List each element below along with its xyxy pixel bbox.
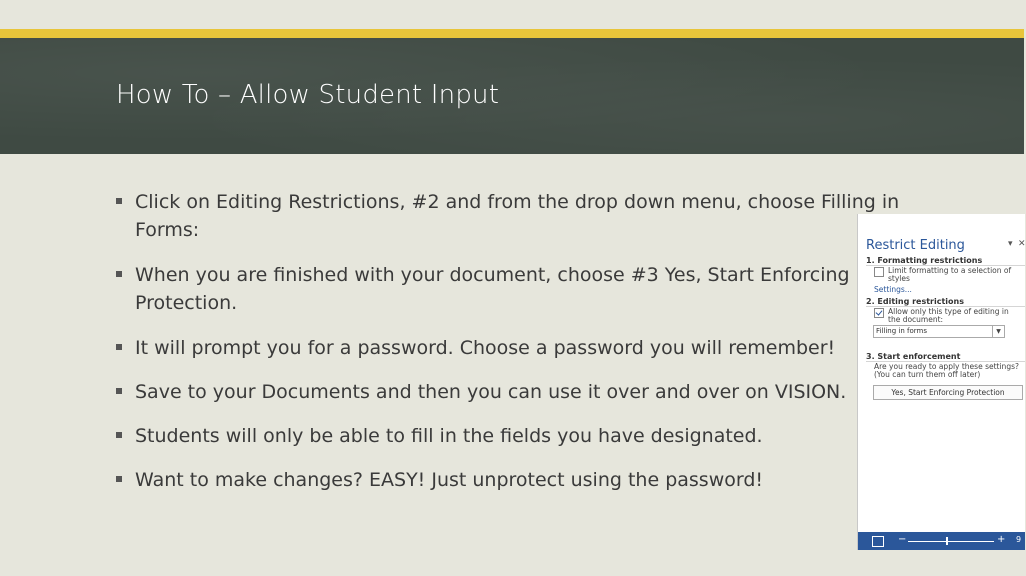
bullet-marker-icon [116,476,122,482]
zoom-out-icon[interactable]: − [898,534,907,545]
pane-title: Restrict Editing [866,238,965,253]
bullet-item [114,188,915,244]
bullet-list [114,188,914,494]
section-editing-restrictions: 2. Editing restrictions [866,297,965,306]
page-view-icon[interactable] [872,536,884,547]
chevron-down-icon[interactable]: ▼ [992,326,1004,337]
bullet-text: It will prompt you for a password. Choose a password you will remember! [135,337,836,359]
limit-formatting-checkbox[interactable] [874,267,884,277]
editing-type-value: Filling in forms [876,327,927,335]
zoom-slider[interactable] [908,541,994,542]
status-bar [858,532,1025,550]
bullet-marker-icon [116,344,122,350]
zoom-slider-thumb[interactable] [946,537,948,545]
allow-only-label: Allow only this type of editing in the document: [888,307,1009,324]
enforcement-prompt: Are you ready to apply these settings? (You can turn them off later) [874,362,1019,379]
section-formatting-restrictions: 1. Formatting restrictions [866,256,983,265]
pane-options-icon[interactable]: ▾ [1008,239,1013,249]
bullet-text: Students will only be able to fill in the fields you have designated. [135,425,763,447]
bullet-marker-icon [116,388,122,394]
restrict-editing-pane [857,214,1025,550]
bullet-marker-icon [116,198,122,204]
bullet-item [114,422,914,450]
bullet-item [114,378,914,406]
slide-title: How To – Allow Student Input [116,80,500,110]
accent-stripe [0,29,1024,38]
bullet-text: Save to your Documents and then you can use it over and over on VISION. [135,381,847,403]
bullet-item [114,334,914,362]
section-start-enforcement: 3. Start enforcement [866,352,961,361]
bullet-text: When you are finished with your document, choose #3 Yes, Start Enforcing Protection. [135,264,850,314]
bullet-marker-icon [116,271,122,277]
settings-link[interactable]: Settings... [874,285,912,294]
bullet-item [114,261,855,317]
limit-formatting-label: Limit formatting to a selection of styles [888,266,1012,283]
close-icon[interactable]: ✕ [1018,239,1026,249]
editing-type-select[interactable] [873,325,1005,338]
start-enforcing-button[interactable]: Yes, Start Enforcing Protection [873,385,1023,400]
bullet-item [114,466,914,494]
zoom-level: 9 [1016,535,1022,544]
bullet-text: Click on Editing Restrictions, #2 and from the drop down menu, choose Filling in Forms: [135,191,900,241]
zoom-in-icon[interactable]: + [997,534,1006,545]
bullet-marker-icon [116,432,122,438]
allow-only-checkbox[interactable] [874,308,884,318]
bullet-text: Want to make changes? EASY! Just unprotect using the password! [135,469,764,491]
